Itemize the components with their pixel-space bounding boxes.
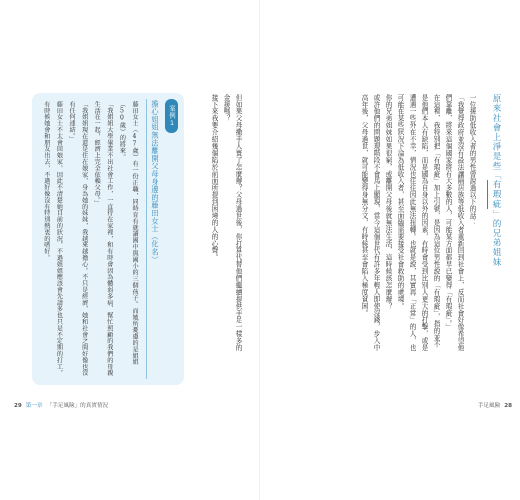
paragraph: 「我覺得政府並沒有設法讓隔居族等低收入者重新回到社會上，反而社會好像希望他們靠離，將來這個國家將有大多數的人，可能某方面都早已變得「有瑕疵」。」 bbox=[444, 94, 464, 352]
case-divider bbox=[146, 99, 147, 379]
right-footer bbox=[478, 401, 512, 409]
heading-part-2: 」的兄弟姐妹 bbox=[491, 209, 501, 267]
case-badge: 案例1 bbox=[165, 99, 178, 133]
case-title: 擔心姐姐無法離開父母身邊的藤田女士（化名） bbox=[151, 100, 160, 264]
case-paragraph: 「我姐姐現在還是住在娘家，身為她的妹妹，我越來越擔心。不只是經濟，她和社會之間好像也沒有任何連結。」 bbox=[68, 101, 88, 377]
case-paragraph: 藤田女士（47歲）有一份正職，同時育有就讀國中與國小的三個孩子。而她所憂慮的是姐姐（50歲）的將來。 bbox=[118, 101, 138, 366]
case-paragraph: 「我姐姐大學畢業不出社會工作，一直待在家裡，和有時會因為體弱多病、幫忙照顧的我們的母親生活在一起，經濟上完全依賴父母。」 bbox=[93, 101, 113, 377]
heading-highlight: 有瑕疵 bbox=[487, 180, 502, 209]
paragraph: 你的兄弟姐妹如果很窮，或離開父母後就無法生活，這時候該怎麼辦？ bbox=[384, 94, 392, 310]
footer-title: 「手足風險」的真實情況 bbox=[46, 403, 109, 409]
right-page bbox=[260, 0, 520, 500]
heading-part-1: 原來社會上淨是些「 bbox=[491, 94, 501, 181]
case-text bbox=[38, 101, 140, 377]
paragraph: 在這裡，我特別把「有瑕疵」加上引號，是因為這位男性說的「有瑕疵」，指的並不是他們本人有缺陷，而是國為自身以外的因素，有時會受到比別人更大的打擊，或是遭遇一些外在不幸，情況也往往因此無法扭轉。也就是說，其實再「正常」的人，也可能在某些狀況下淪為低收入者，甚至面臨需要接受社會救助的處境。 bbox=[396, 94, 440, 352]
paragraph: 或許他們的問題現階段不會馬上顯現，當今這個世代有許多年輕人即使沒錢，步入中高年後，父母過世，就可能變得身無分文，有時候甚至會陷入極度貧困。 bbox=[360, 94, 380, 352]
left-footer bbox=[14, 401, 108, 409]
left-body-text bbox=[188, 94, 244, 352]
paragraph: 但如果父母撒手人寰了怎麼辦？父母過世後，你打算代替他們繼續提供手足一樣多的金援嗎？ bbox=[222, 94, 242, 352]
case-paragraph: 藤田女士不太會回娘家，因此不清楚她目前的狀況，不過姐姐應該會先請多也只是不定期的打工，有時候她會和朋友出去，不過好像沒有特別熱衷的嗜好。 bbox=[42, 101, 63, 377]
right-body-text bbox=[278, 94, 478, 352]
footer-title: 手足風險 bbox=[477, 403, 501, 409]
footer-chapter: 第一章 bbox=[25, 403, 43, 409]
page-number: 29 bbox=[14, 403, 22, 409]
paragraph: 一位援助低收入者的男性曾說過以下的話： bbox=[468, 94, 476, 227]
case-study-box bbox=[32, 93, 184, 385]
section-heading bbox=[487, 94, 502, 352]
page-number: 28 bbox=[504, 403, 512, 409]
paragraph: 接下來我要介紹幾個陷於前面所提到困境的人的心聲。 bbox=[210, 94, 218, 261]
